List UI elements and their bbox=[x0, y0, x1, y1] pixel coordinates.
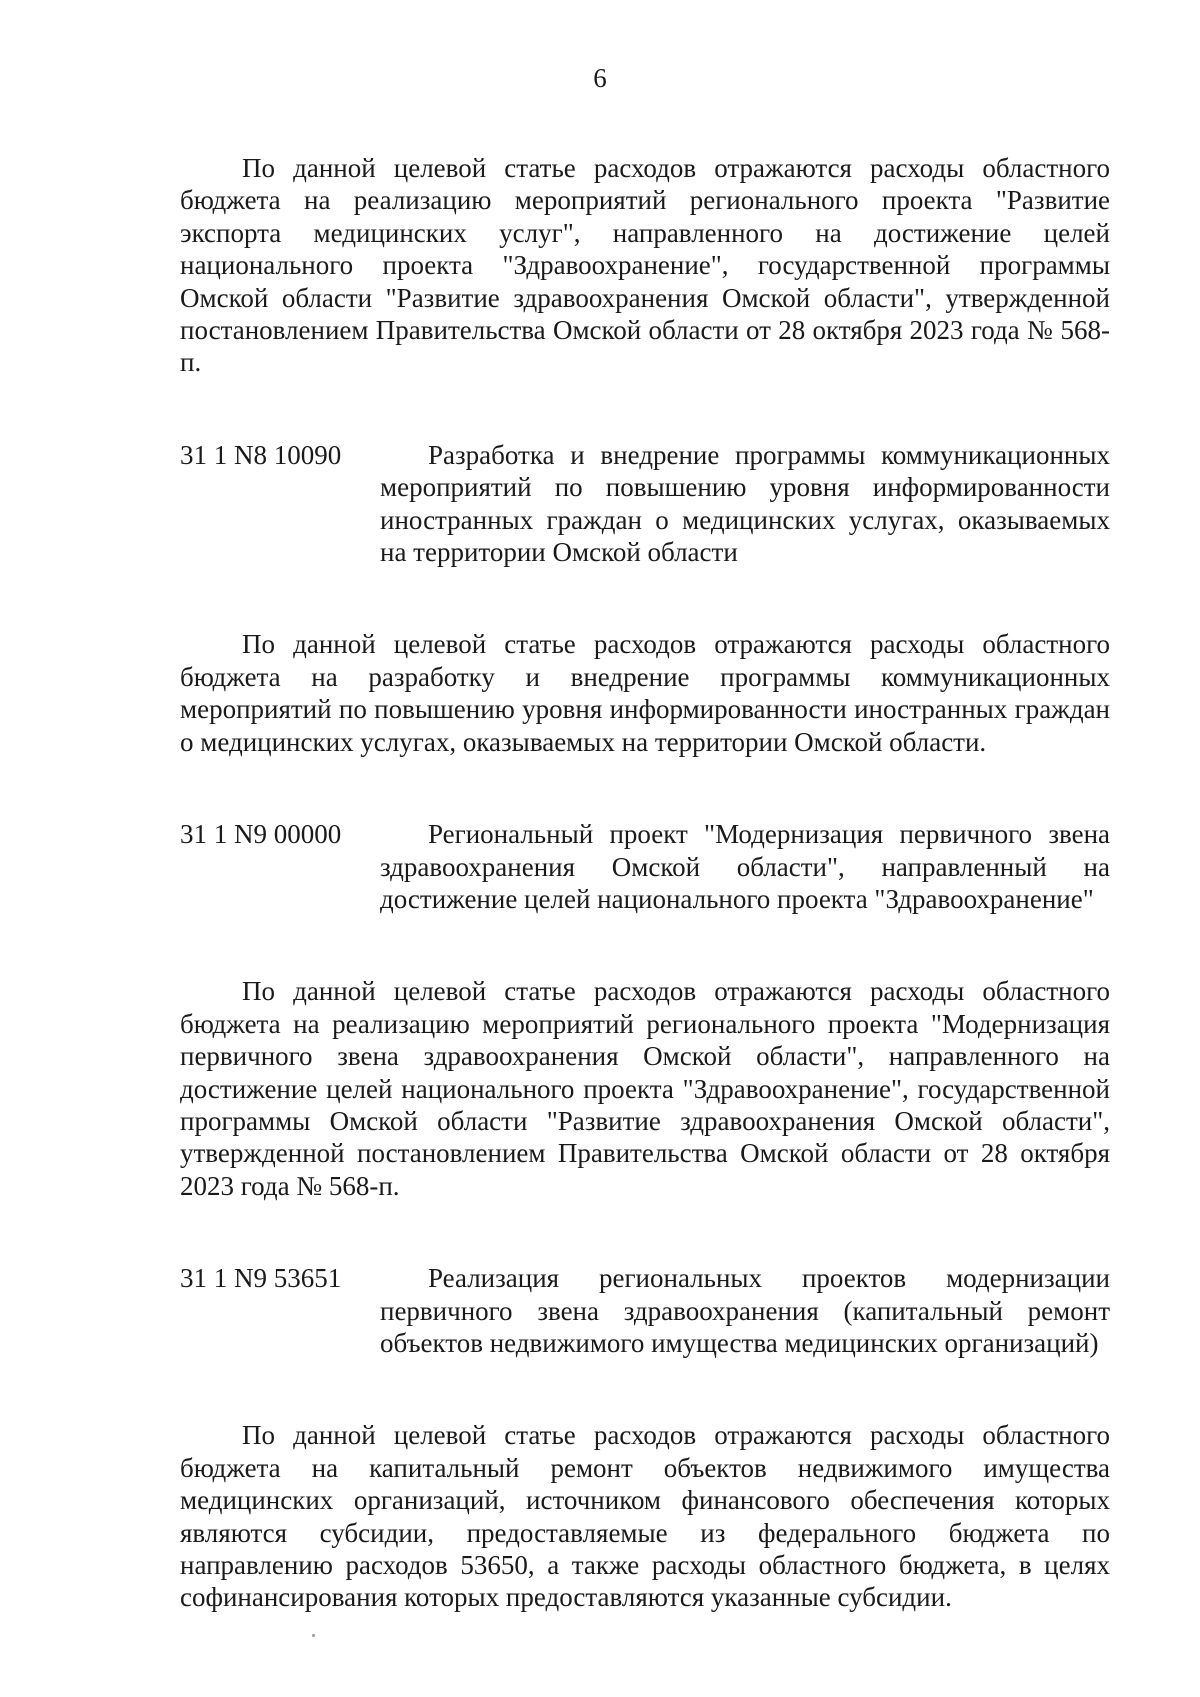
paragraph-3: По данной целевой статье расходов отражаются расходы областного бюджета на реализацию мероприятий регионального проекта "Модернизация первичного звена здравоохранения Омской области", направленного на достижение целей национального проекта "Здравоохранение", государственной программы Омской области "Развитие здравоохранения Омской области", утвержденной постановлением Правительства Омской области от 28 октября 2023 года № 568-п. bbox=[180, 976, 1110, 1201]
budget-entry-n9-53651 bbox=[180, 1262, 1110, 1359]
budget-entry-n8-10090 bbox=[180, 439, 1110, 569]
document-body bbox=[180, 152, 1110, 1674]
paragraph-1: По данной целевой статье расходов отражаются расходы областного бюджета на реализацию мероприятий регионального проекта "Развитие экспорта медицинских услуг", направленного на достижение целей национального проекта "Здравоохранение", государственной программы Омской области "Развитие здравоохранения Омской области", утвержденной постановлением Правительства Омской области от 28 октября 2023 года № 568-п. bbox=[180, 153, 1110, 378]
paragraph-4: По данной целевой статье расходов отражаются расходы областного бюджета на капитальный ремонт объектов недвижимого имущества медицинских организаций, источником финансового обеспечения которых являются субсидии, предоставляемые из федерального бюджета по направлению расходов 53650, а также расходы областного бюджета, в целях софинансирования которых предоставляются указанные субсидии. bbox=[180, 1420, 1110, 1613]
entry-title: Разработка и внедрение программы коммуникационных мероприятий по повышению уровня информированности иностранных граждан о медицинских услугах, оказываемых на территории Омской области bbox=[380, 439, 1110, 568]
entry-title: Реализация региональных проектов модернизации первичного звена здравоохранения (капитальный ремонт объектов недвижимого имущества медицинских организаций) bbox=[380, 1263, 1110, 1358]
entry-title: Региональный проект "Модернизация первичного звена здравоохранения Омской области", направленный на достижение целей национального проекта "Здравоохранение" bbox=[380, 819, 1110, 914]
entry-code: 31 1 N8 10090 bbox=[180, 439, 342, 470]
scan-artifact bbox=[312, 1634, 315, 1637]
paragraph-2: По данной целевой статье расходов отражаются расходы областного бюджета на разработку и внедрение программы коммуникационных мероприятий по повышению уровня информированности иностранных граждан о медицинских услугах, оказываемых на территории Омской области. bbox=[180, 629, 1110, 757]
entry-code: 31 1 N9 00000 bbox=[180, 819, 342, 850]
entry-code: 31 1 N9 53651 bbox=[180, 1263, 342, 1294]
page-number: 6 bbox=[593, 63, 607, 93]
budget-entry-n9-00000 bbox=[180, 818, 1110, 915]
